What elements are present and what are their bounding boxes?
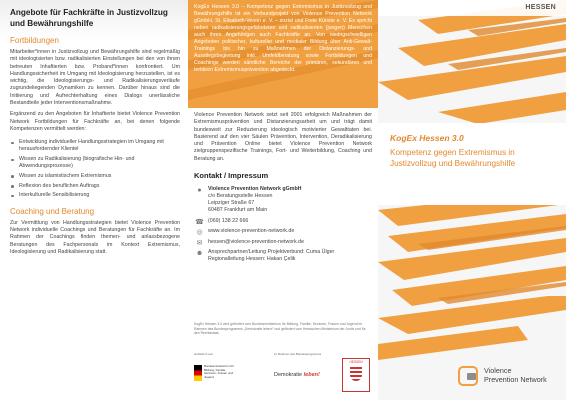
- section-title-fortbildungen: Fortbildungen: [10, 36, 59, 45]
- vpn-logo-line1: Violence: [484, 366, 512, 375]
- email-link[interactable]: hessen@violence-prevention-network.de: [208, 238, 305, 245]
- region-tag-bar: [378, 0, 566, 16]
- paragraph: Zur Vermittlung von Handlungsstrategien bietet Violence Prevention Network individuelle Coachings und Beratungen für Fachkräfte an. Im Rahmen der Coachings finden themen- und anlassbezogene Beratungen des Fachpersonals im Kontext Extremismus, Ideologisierung und Radikalisierung statt.: [10, 219, 180, 255]
- funder-logos: [194, 350, 372, 395]
- list-item: Reflexion des beruflichen Auftrags: [10, 183, 180, 190]
- federal-eagle-icon: [194, 365, 202, 381]
- person-icon: ☻: [195, 250, 204, 258]
- section-title-coaching: Coaching und Beratung: [10, 206, 95, 216]
- hessen-lion-shield-icon: [350, 367, 362, 381]
- globe-icon: ◎: [196, 229, 203, 237]
- email-row: [194, 239, 372, 246]
- competence-list: [10, 139, 180, 199]
- cover-title: KogEx Hessen 3.0: [390, 133, 464, 143]
- list-item: Entwicklung individueller Handlungsstrategien im Umgang mit herausfordernder Klientel: [10, 139, 180, 153]
- web-row: [194, 228, 372, 235]
- envelope-icon: ✉: [196, 239, 203, 247]
- cover-subtitle: Kompetenz gegen Extremismus in Justizvollzug und Bewährungshilfe: [390, 148, 516, 168]
- phone-number[interactable]: (069) 138 22 666: [208, 217, 249, 224]
- demokratie-word: Demokratie: [274, 372, 303, 378]
- list-item: Wissen zu Radikalisierung (biografische Hin- und Abwendungsprozesse): [10, 156, 180, 170]
- cover-panel: [378, 0, 566, 400]
- demokratie-leben-logo: [274, 372, 320, 378]
- vpn-logo-speech-bubble-icon: [467, 373, 476, 380]
- location-pin-icon: ●: [197, 187, 202, 195]
- hessen-state-logo: [342, 358, 370, 392]
- intro-text: KogEx Hessen 3.0 – Kompetenz gegen Extremismus in Justizvollzug und Bewährungshilfe ist ein Verbundprojekt von Violence Prevention Network gGmbH, St. Elisabeth-Verein e. V. – sozial und Freie Künste e. V. Es spricht neben radikalisierungsgefährdeten und radikalisierten (jungen) Menschen auch ihren Angehörigen auch Fachkräfte an. Von niedrigschwelligen Angeboten politischer, kultureller und medialer Bildung über Anti-Gewalt-Trainings bis hin zu Maßnahmen der Distanzierungs- und Ausstiegsbegleitung inkl. Umfeldberatung sowie Fortbildungen und Coachings werden sämtliche Bereiche der primären, sekundären und tertiären Extremismusprävention abgedeckt.: [194, 4, 372, 73]
- kontakt-heading: Kontakt / Impressum: [194, 171, 269, 181]
- leben-word: leben!: [303, 372, 320, 378]
- left-panel: [0, 0, 188, 400]
- phone-icon: ☎: [195, 218, 204, 226]
- middle-panel: [188, 0, 378, 400]
- middle-panel-content: [194, 112, 372, 267]
- address-line: 60487 Frankfurt am Main: [208, 207, 268, 214]
- funding-footnote: KogEx Hessen 3.0 wird gefördert vom Bundesministerium für Bildung, Familie, Senioren, Frauen und Jugend im Rahmen des Bundesprogramms „Demokratie leben!“ und gefördert vom Hessischen Ministerium der Justiz und für den Rechtsstaat.: [194, 322, 366, 336]
- vpn-logo-line2: Prevention Network: [484, 375, 547, 384]
- region-tag: HESSEN: [525, 4, 556, 11]
- vpn-logo-mark-icon: [458, 366, 478, 386]
- left-heading: Angebote für Fachkräfte in Justizvollzug und Bewährungshilfe: [10, 8, 168, 28]
- contact-person-row: [194, 249, 372, 263]
- paragraph: Ergänzend zu den Angeboten für Inhaftierte bietet Violence Prevention Network Fortbildungen für Fachkräfte an, bei denen folgende Kompetenzen vermittelt werden:: [10, 111, 180, 132]
- org-name: Violence Prevention Network gGmbH: [208, 186, 302, 193]
- vpn-logo-text: [484, 366, 547, 384]
- middle-hero-band: [188, 0, 378, 108]
- website-link[interactable]: www.violence-prevention-network.de: [208, 228, 295, 235]
- bmfsfj-logo: [194, 365, 236, 387]
- list-item: Interkulturelle Sensibilisierung: [10, 192, 180, 199]
- vpn-logo: [458, 363, 562, 393]
- paragraph: Violence Prevention Network setzt seit 2001 erfolgreich Maßnahmen der Extremismusprävention und Distanzierungsarbeit um und trägt damit bundesweit zur Reduzierung ideologisch motivierter Gewalttaten bei. Basierend auf den vier Säulen Prävention, Intervention, Deradikalisierung und Prävention Online bietet Violence Prevention Network zielgruppenspezifische Trainings, Fort- und Weiterbildung, Coaching und Beratung an.: [194, 112, 372, 162]
- list-item: Wissen zu islamistischem Extremismus: [10, 173, 180, 180]
- cover-title-box: [378, 123, 566, 205]
- paragraph: Mitarbeiter*innen in Justizvollzug und Bewährungshilfe sind regelmäßig mit ideologisierten bzw. radikalisierten Einstellungen bei den von ihnen betreuten Inhaftierten bzw. Proband*innen konfrontiert. Um Handlungssicherheit im Umgang mit Ideologisierung herzustellen, ist es wichtig, die Ideologisierungs- und Radikalisierungsverläufe zugrundeliegenden Dynamiken zu kennen. Darüber hinaus sind die Initiierung und Aufrechterhaltung eines Dialogs unerlässliche Bestandteile jeder Interventionsmaßnahme.: [10, 49, 180, 107]
- phone-row: [194, 218, 372, 225]
- address-line: Leipziger Straße 67: [208, 200, 255, 207]
- left-panel-content: [10, 8, 180, 260]
- contact-person: Ansprechpartner/Leitung Projektverbund: Cuma Ülger Regionalleitung Hessen: Hakan Çelik: [208, 249, 335, 263]
- logo-caption: im Rahmen des Bundesprogramms: [274, 352, 322, 356]
- logo-caption: Gefördert vom: [194, 352, 214, 356]
- hessen-logo-caption: HESSEN: [349, 360, 363, 364]
- address-block: [194, 186, 372, 214]
- bmfsfj-text: Bundesministerium für Bildung, Familie, Senioren, Frauen und Jugend: [204, 364, 234, 380]
- address-line: c/o Beratungsstelle Hessen: [208, 193, 273, 200]
